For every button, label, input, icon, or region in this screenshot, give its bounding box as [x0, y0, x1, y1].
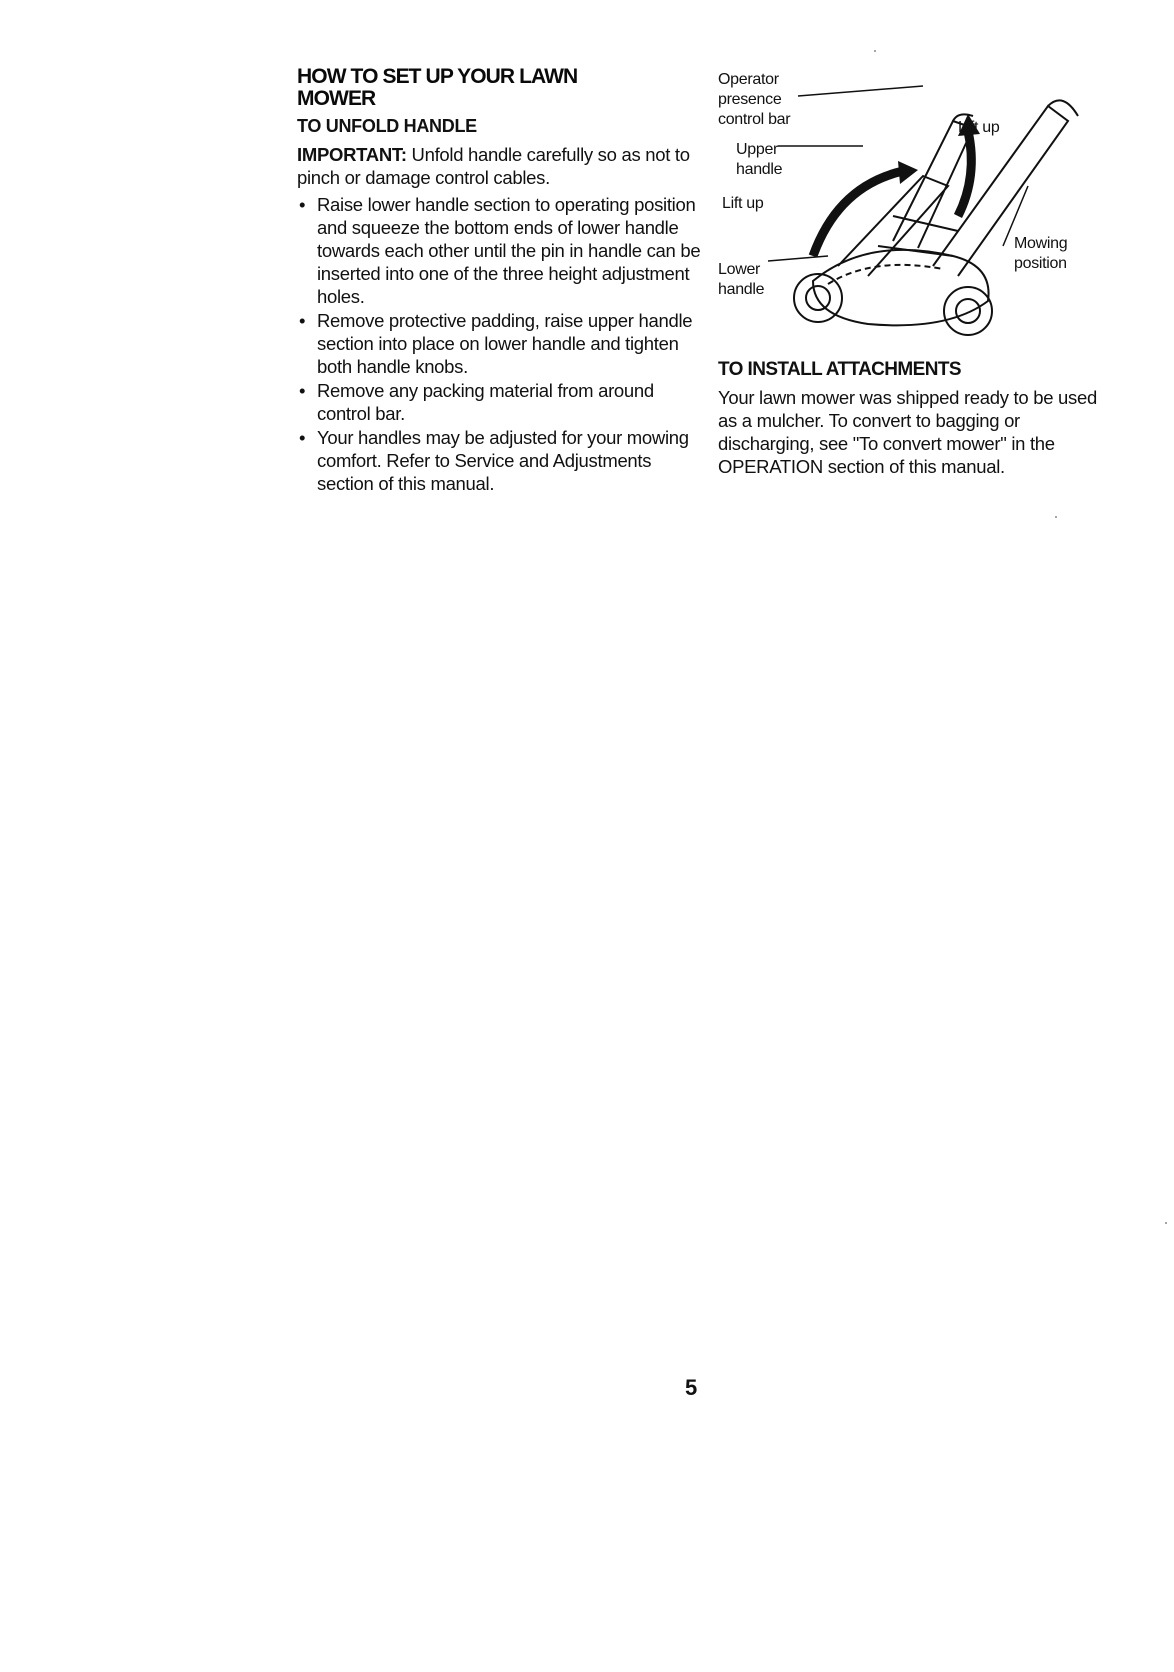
step-item	[297, 426, 707, 495]
step-item	[297, 379, 707, 425]
setup-steps-list	[297, 193, 707, 495]
step-text: Remove protective padding, raise upper handle section into place on lower handle and tighten both handle knobs.	[317, 310, 693, 377]
label-line: presence	[718, 91, 782, 108]
lift-up-arrow-left	[813, 171, 903, 256]
scan-speck	[1055, 516, 1057, 518]
label-line: Upper	[736, 141, 779, 158]
step-text: Raise lower handle section to operating position and squeeze the bottom ends of lower handle towards each other until the pin in handle can be inserted into one of the three height adjustment holes.	[317, 194, 701, 307]
lift-up-right-label: Lift up	[958, 119, 1000, 136]
bullet-icon: •	[299, 310, 306, 331]
attachments-heading: TO INSTALL ATTACHMENTS	[718, 359, 961, 380]
label-line: position	[1014, 255, 1067, 272]
lift-up-arrow-right	[958, 131, 971, 216]
deck-inner-line	[828, 265, 943, 284]
upper-handle-label	[736, 140, 782, 180]
bullet-icon: •	[299, 194, 306, 215]
step-item	[297, 193, 707, 308]
scan-speck	[1165, 1222, 1167, 1224]
operator-label	[718, 70, 790, 130]
page-number: 5	[685, 1375, 698, 1400]
bullet-icon: •	[299, 427, 306, 448]
bullet-icon: •	[299, 380, 306, 401]
step-text: Your handles may be adjusted for your mowing comfort. Refer to Service and Adjustments section of this manual.	[317, 427, 689, 494]
label-line: Operator	[718, 71, 779, 88]
label-line: Mowing	[1014, 235, 1068, 252]
left-column	[297, 66, 707, 496]
important-label: IMPORTANT:	[297, 144, 407, 165]
section-heading: HOW TO SET UP YOUR LAWN MOWER	[297, 65, 578, 110]
label-line: Lower	[718, 261, 761, 278]
important-text: Unfold handle carefully so as not to pinch or damage control cables.	[297, 144, 690, 188]
front-wheel-shape	[944, 287, 992, 335]
step-item	[297, 309, 707, 378]
lift-up-left-label: Lift up	[722, 195, 764, 212]
label-line: handle	[718, 281, 765, 298]
lower-handle-label	[718, 260, 764, 300]
mowing-position-label	[1014, 234, 1067, 274]
handle-unfold-figure	[718, 66, 1138, 346]
scan-speck	[874, 50, 876, 52]
step-text: Remove any packing material from around control bar.	[317, 380, 654, 424]
attachments-body: Your lawn mower was shipped ready to be used as a mulcher. To convert to bagging or discharging, see "To convert mower" in the OPERATION section of this manual.	[718, 387, 1097, 477]
right-column	[718, 66, 1138, 478]
label-line: control bar	[718, 111, 791, 128]
label-line: handle	[736, 161, 783, 178]
unfold-handle-heading: TO UNFOLD HANDLE	[297, 116, 477, 136]
upper-handle-shape	[893, 121, 973, 248]
important-note	[297, 143, 707, 189]
